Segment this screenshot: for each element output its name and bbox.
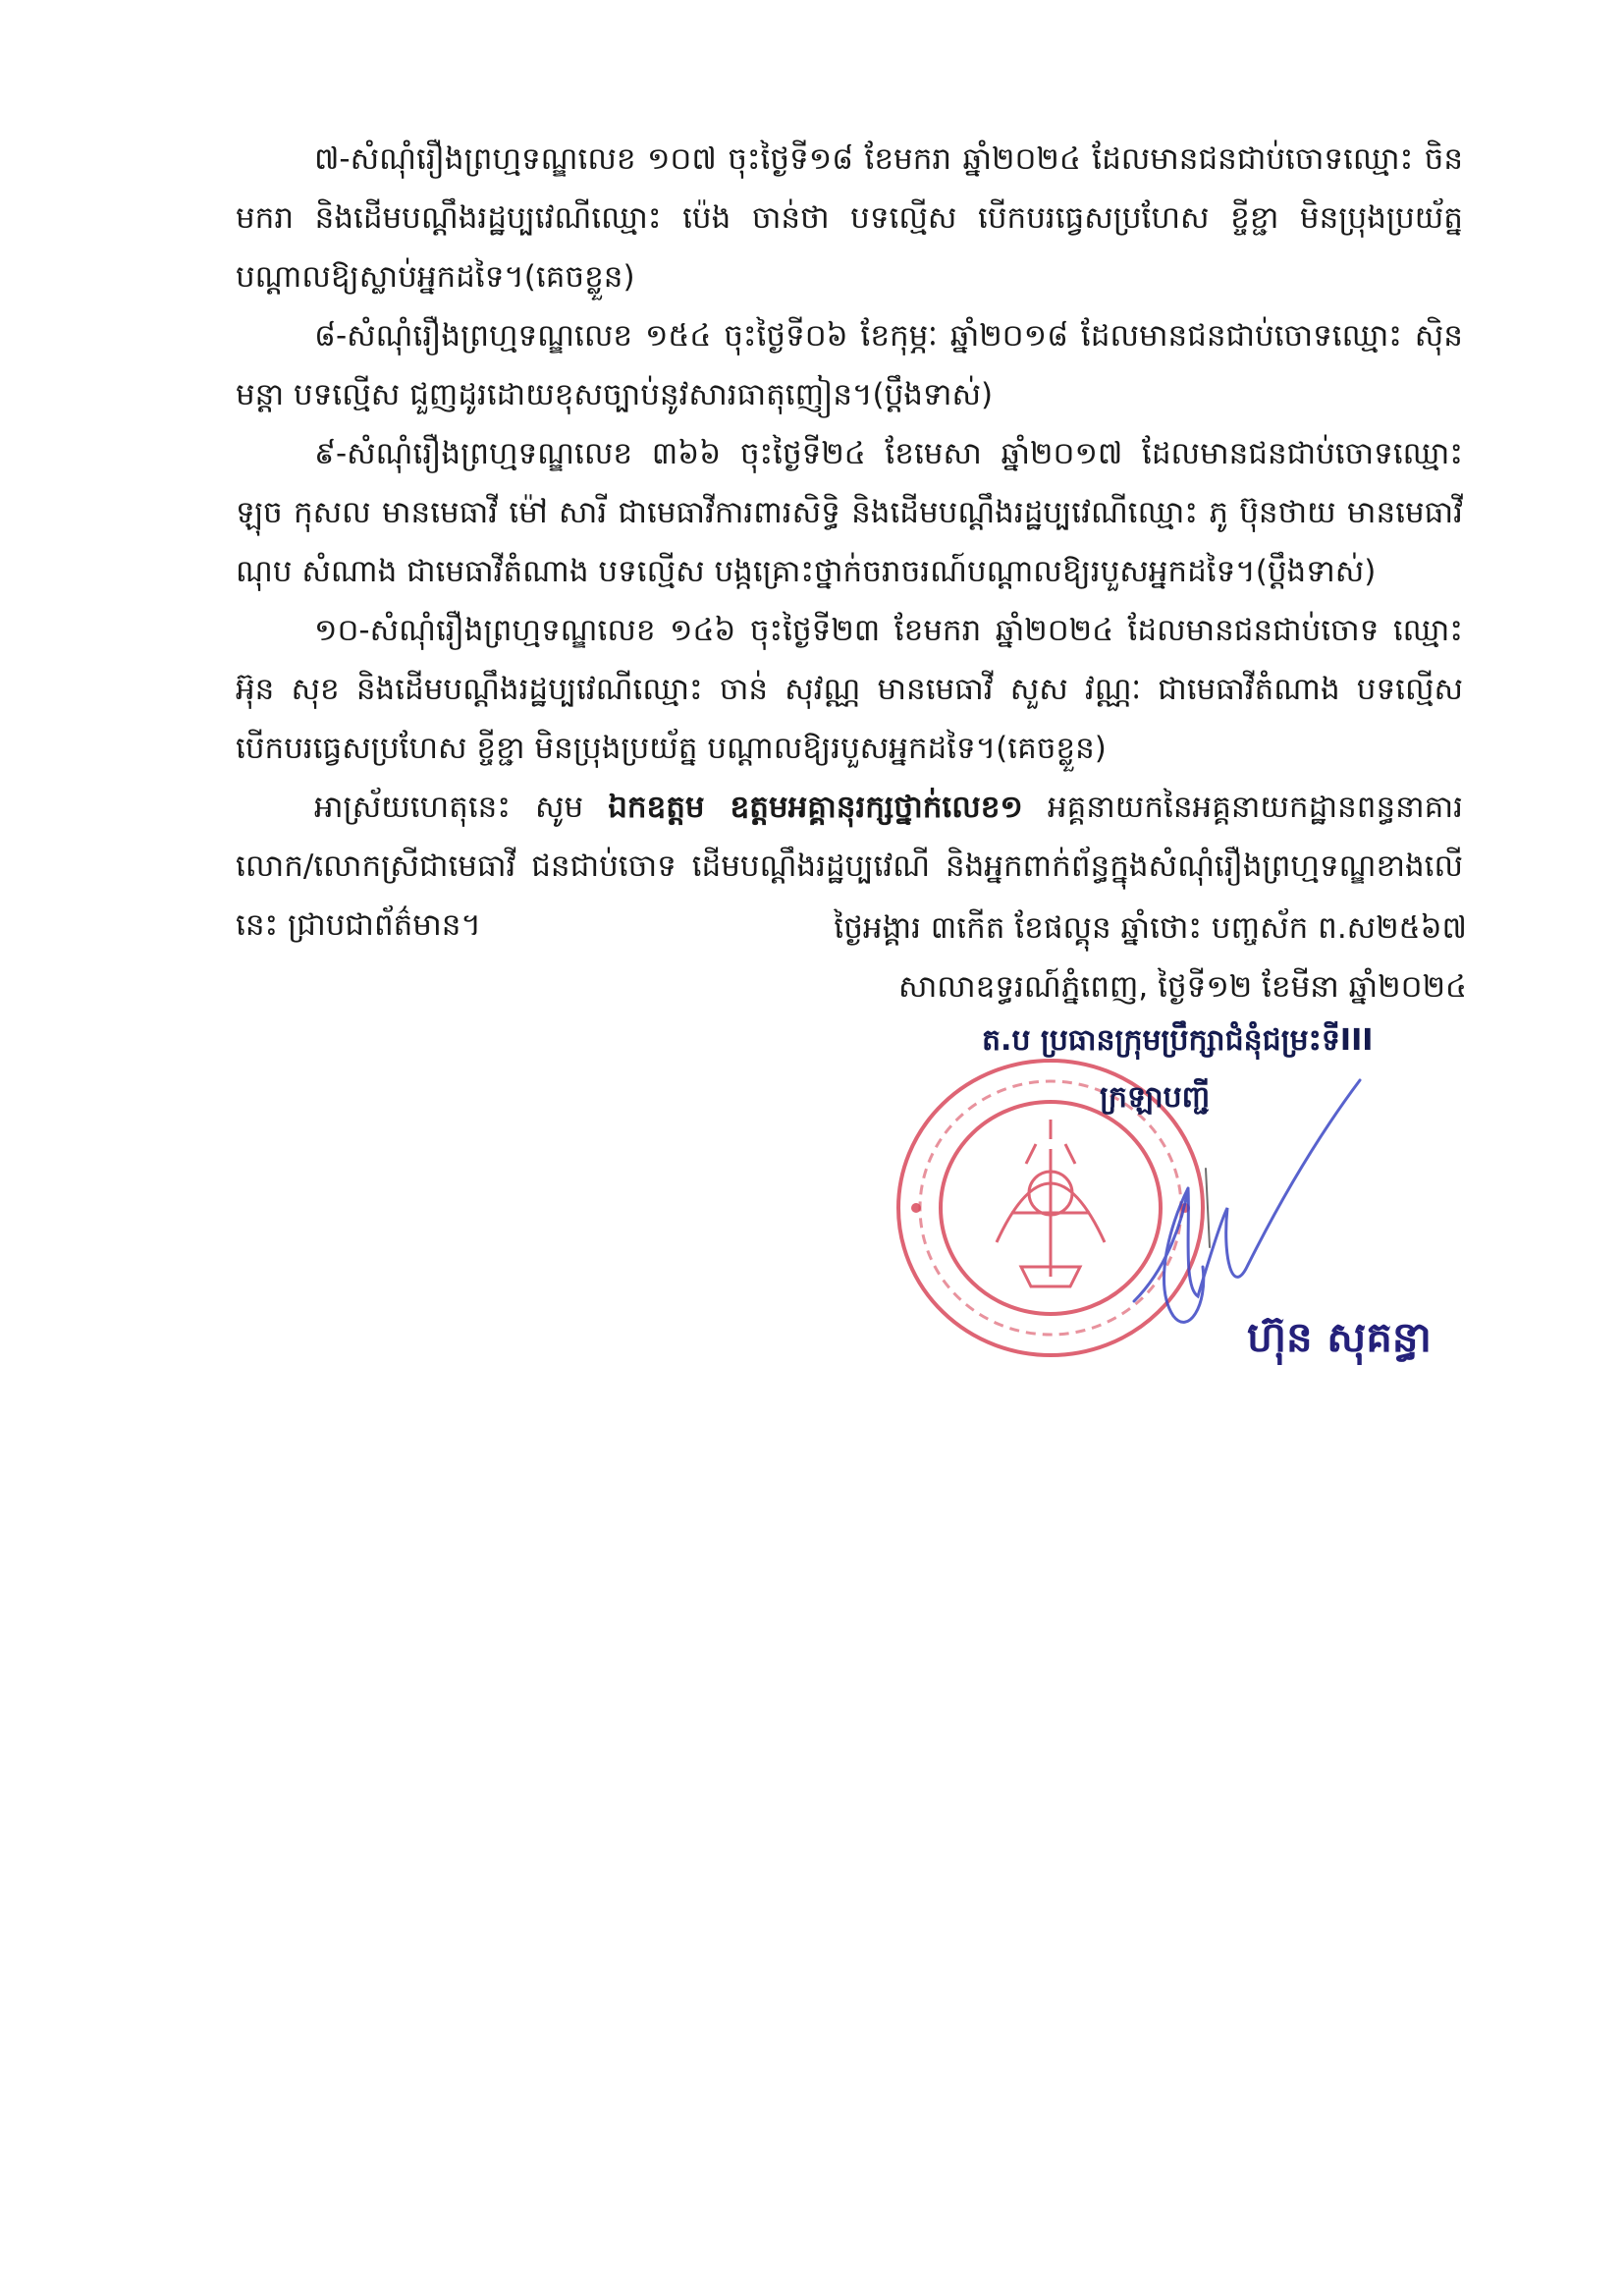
paragraph-continuation: ចិន មករា និងដើមបណ្តឹងរដ្ឋប្បវេណីឈ្មោះ ប៉េង ចាន់ថា បទល្មើស បើកបរធ្វេសប្រហែស ខ្ចីខ្ជា មិនប្រុងប្រយ័ត្ន បណ្តាលឱ្យស្លាប់អ្នកដទៃ។(គេចខ្លួន) bbox=[236, 141, 1463, 295]
signatory-name: ហ៊ុន សុគន្ធា bbox=[1247, 1313, 1432, 1361]
addressee-title: ឯកឧត្តម ឧត្តមអគ្គានុរក្សថ្នាក់លេខ១ bbox=[608, 790, 1023, 825]
signatory-title: ត.ប ប្រធានក្រុមប្រឹក្សាជំនុំជម្រះទីIII bbox=[982, 1023, 1374, 1058]
paragraph-item-9 bbox=[236, 424, 1463, 601]
paragraph-item-8 bbox=[236, 306, 1463, 424]
closing-text-before: អាស្រ័យហេតុនេះ សូម bbox=[314, 790, 609, 825]
paragraph-continuation: ឡុច កុសល មានមេធាវី ម៉ៅ សារី ជាមេធាវីការពារសិទ្ធិ និងដើមបណ្តឹងរដ្ឋប្បវេណីឈ្មោះ ភូ ប៊ុនថាយ មានមេធាវី ណុប សំណាង ជាមេធាវីតំណាង បទល្មើស បង្កគ្រោះថ្នាក់ចរាចរណ៍បណ្តាលឱ្យរបួសអ្នកដទៃ។(ប្តឹងទាស់) bbox=[236, 495, 1463, 589]
signatory-role: ក្រឡាបញ្ជី bbox=[1100, 1080, 1211, 1115]
paragraph-first-line: ១០-សំណុំរឿងព្រហ្មទណ្ឌលេខ ១៤៦ ចុះថ្ងៃទី២៣ ខែមករា ឆ្នាំ២០២៤ ដែលមានជនជាប់ចោទ bbox=[314, 613, 1380, 648]
paragraph-item-7 bbox=[236, 130, 1463, 306]
lunar-date: ថ្ងៃអង្គារ ៣កើត ខែផល្គុន ឆ្នាំថោះ បញ្ចស័ក ព.ស២៥៦៧ bbox=[834, 910, 1467, 946]
paragraph-item-10 bbox=[236, 601, 1463, 778]
document-body bbox=[236, 130, 1463, 955]
paragraph-first-line: ៧-សំណុំរឿងព្រហ្មទណ្ឌលេខ ១០៧ ចុះថ្ងៃទី១៨ ខែមករា ឆ្នាំ២០២៤ ដែលមានជនជាប់ចោទឈ្មោះ bbox=[314, 141, 1414, 177]
paragraph-continuation: ស៊ិន មន្តា បទល្មើស ជួញដូរដោយខុសច្បាប់នូវសារធាតុញៀន។(ប្តឹងទាស់) bbox=[236, 318, 1463, 412]
paragraph-continuation: ឈ្មោះ អ៊ុន សុខ និងដើមបណ្តឹងរដ្ឋប្បវេណីឈ្មោះ ចាន់ សុវណ្ណ មានមេធាវី សួស វណ្ណៈ ជាមេធាវីតំណាង បទល្មើស បើកបរធ្វេសប្រហែស ខ្ចីខ្ជា មិនប្រុងប្រយ័ត្ន បណ្តាលឱ្យរបួសអ្នកដទៃ។(គេចខ្លួន) bbox=[236, 613, 1463, 766]
closing-text-after: អគ្គនាយកនៃអគ្គនាយកដ្ឋានពន្ធនាគារ លោក/លោកស្រីជាមេធាវី ជនជាប់ចោទ ដើមបណ្តឹងរដ្ឋប្បវេណី និងអ្នកពាក់ព័ន្ធក្នុងសំណុំរឿងព្រហ្មទណ្ឌខាងលើនេះ ជ្រាបជាព័ត៌មាន។ bbox=[236, 790, 1463, 943]
solar-date-place: សាលាឧទ្ធរណ៍ភ្នំពេញ, ថ្ងៃទី១២ ខែមីនា ឆ្នាំ២០២៤ bbox=[897, 969, 1467, 1005]
paragraph-first-line: ៩-សំណុំរឿងព្រហ្មទណ្ឌលេខ ៣៦៦ ចុះថ្ងៃទី២៤ ខែមេសា ឆ្នាំ២០១៧ ដែលមានជនជាប់ចោទឈ្មោះ bbox=[314, 436, 1463, 471]
paragraph-first-line: ៨-សំណុំរឿងព្រហ្មទណ្ឌលេខ ១៥៤ ចុះថ្ងៃទី០៦ ខែកុម្ភៈ ឆ្នាំ២០១៨ ដែលមានជនជាប់ចោទឈ្មោះ bbox=[314, 318, 1402, 354]
